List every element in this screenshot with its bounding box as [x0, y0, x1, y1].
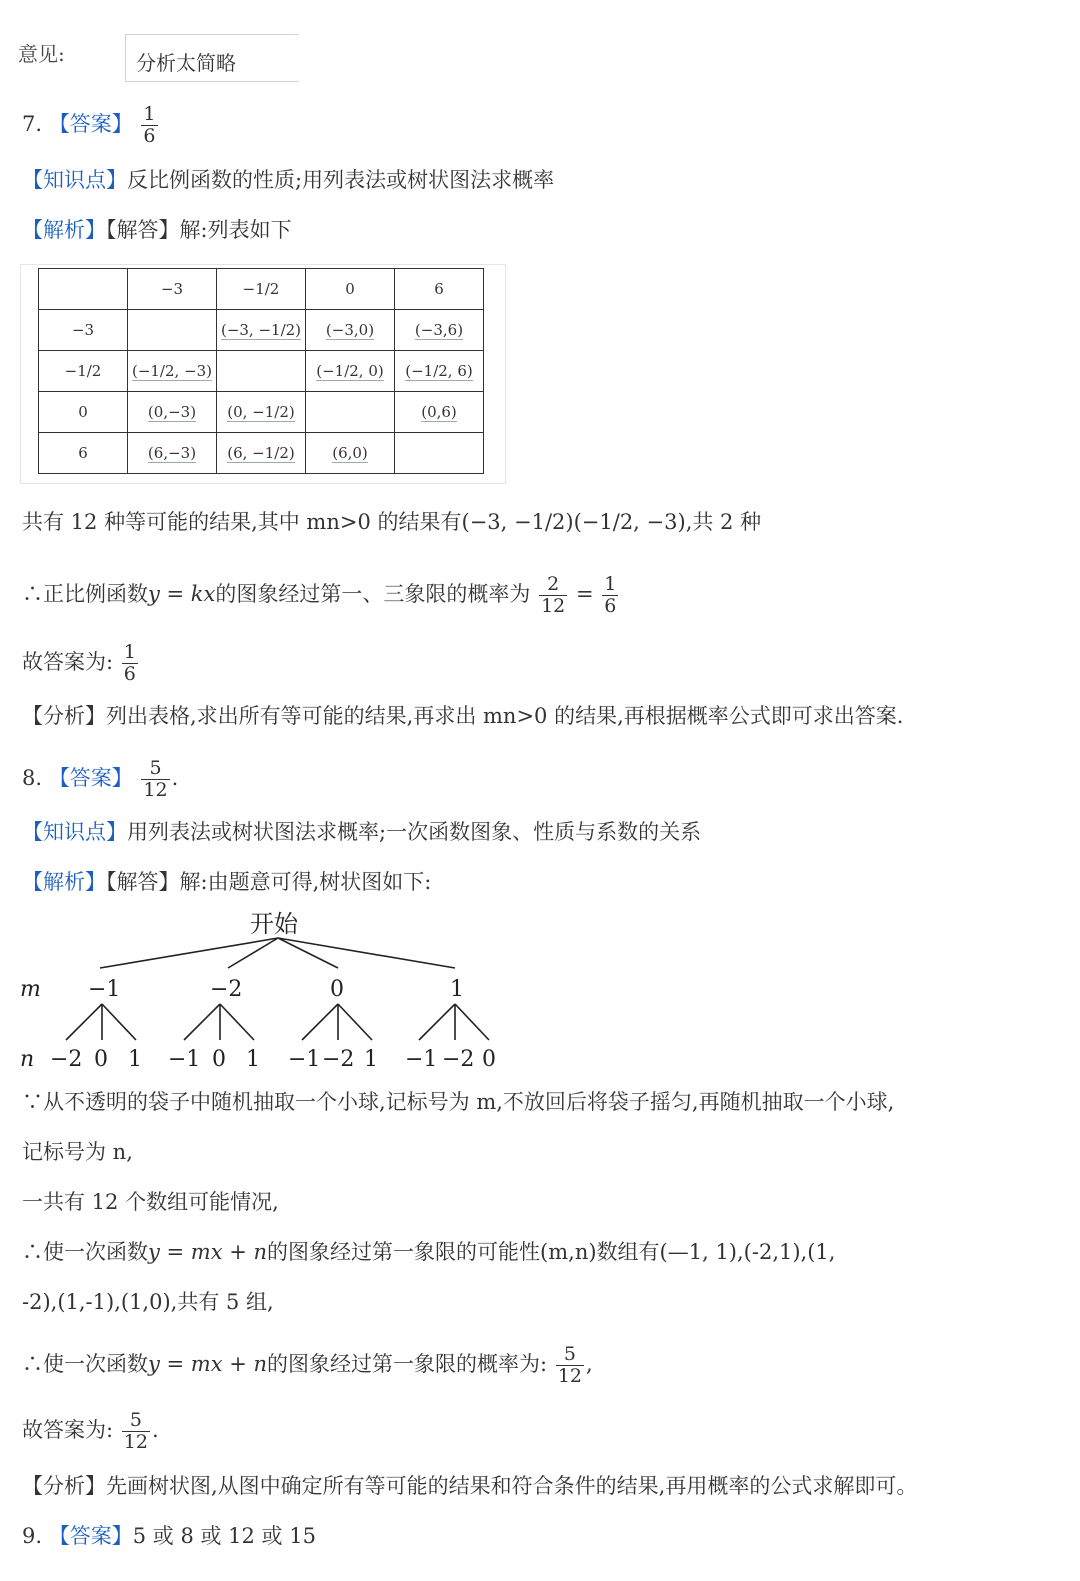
q8-answer-tag: 【答案】 [48, 766, 133, 790]
tree-n-value: 1 [364, 1047, 378, 1072]
q7-result-post: ,共 2 种 [685, 510, 762, 534]
tree-n-value: −2 [322, 1047, 355, 1072]
q8-p5: -2),(1,-1),(1,0),共有 5 组, [22, 1290, 274, 1314]
tree-n-value: 0 [212, 1047, 226, 1072]
q8-solution-heading [22, 868, 431, 896]
q7-analysis [22, 702, 903, 730]
q7-prob-fraction-2: $\frac{1}{6}$ [604, 573, 617, 617]
q8-kp-tag: 【知识点】 [22, 820, 127, 844]
q7-jd-tag: 【解答】 [106, 218, 180, 242]
q8-fx-tag: 【分析】 [22, 1474, 106, 1498]
table-row [39, 310, 484, 351]
q9-answer-text: 5 或 8 或 12 或 15 [132, 1524, 316, 1548]
tree-m-value: −2 [210, 977, 243, 1002]
q8-p6-formula: y = mx + n [148, 1352, 268, 1376]
tree-n-value: −1 [405, 1047, 438, 1072]
q8-p4-formula: y = mx + n [148, 1240, 268, 1264]
q7-answer-fraction: $\frac{1}{6}$ [143, 103, 156, 147]
table-cell: (−1/2, 6) [395, 351, 484, 392]
q7-prob-formula: y = kx [148, 582, 216, 606]
table-cell [395, 433, 484, 474]
q7-outcome-table [38, 268, 484, 474]
q7-jx-tag: 【解析】 [22, 218, 106, 242]
tree-m-value: 0 [330, 977, 344, 1002]
q7-prob-fraction-1: $\frac{2}{12}$ [541, 573, 566, 617]
q7-final-answer [22, 642, 140, 685]
opinion-label: 意见: [18, 42, 65, 66]
table-cell: (−3,6) [395, 310, 484, 351]
table-cell: 6 [39, 433, 128, 474]
tree-n-value: 1 [128, 1047, 142, 1072]
q9-answer-line [22, 1522, 316, 1550]
q9-answer-tag: 【答案】 [48, 1524, 133, 1548]
q7-final-fraction: $\frac{1}{6}$ [123, 641, 136, 685]
table-cell: (0, −1/2) [217, 392, 306, 433]
q7-result-line [22, 508, 761, 536]
opinion-input[interactable]: 分析太简略 [125, 34, 299, 82]
q7-fx-text: 列出表格,求出所有等可能的结果,再求出 mn>0 的结果,再根据概率公式即可求出答案. [106, 704, 904, 728]
q8-answer-line: 8. 【答案】 $\frac{5}{12}$ . [22, 757, 179, 801]
q8-p2: 记标号为 n, [22, 1140, 133, 1164]
q7-final-text: 故答案为: [22, 650, 114, 674]
table-cell: (0,6) [395, 392, 484, 433]
table-row [39, 392, 484, 433]
table-row [39, 433, 484, 474]
table-cell: (6,−3) [128, 433, 217, 474]
q7-prob-equals: = [575, 582, 594, 606]
tree-root: 开始 [250, 910, 298, 938]
table-cell: 0 [39, 392, 128, 433]
q8-p6-pre: ∴使一次函数 [22, 1352, 148, 1376]
table-cell: (0,−3) [128, 392, 217, 433]
table-row [39, 351, 484, 392]
table-cell: (−1/2, −3) [128, 351, 217, 392]
table-cell [217, 351, 306, 392]
tree-m-label: m [20, 977, 41, 1002]
q8-p6: ∴使一次函数y = mx + n的图象经过第一象限的概率为: $\frac{5}{12}$ , [22, 1343, 593, 1387]
q8-p3: 一共有 12 个数组可能情况, [22, 1190, 279, 1214]
table-cell [39, 269, 128, 310]
q7-result-pair2: (−1/2, −3) [573, 510, 686, 534]
table-cell: −1/2 [39, 351, 128, 392]
q8-analysis [22, 1472, 917, 1500]
tree-n-value: −2 [50, 1047, 83, 1072]
q7-prob-pre: ∴正比例函数 [22, 582, 148, 606]
q7-kp-tag: 【知识点】 [22, 168, 127, 192]
table-cell: (−3,0) [306, 310, 395, 351]
q8-jd-text: 解:由题意可得,树状图如下: [179, 870, 432, 894]
table-cell [128, 310, 217, 351]
tree-n-value: 0 [94, 1047, 108, 1072]
q8-number: 8. [22, 766, 43, 790]
tree-n-value: −1 [168, 1047, 201, 1072]
q8-jx-tag: 【解析】 [22, 870, 106, 894]
q8-kp-text: 用列表法或树状图法求概率;一次函数图象、性质与系数的关系 [127, 820, 702, 844]
q8-answer-fraction: $\frac{5}{12}$ [143, 757, 168, 801]
tree-n-value: −2 [442, 1047, 475, 1072]
table-cell: −3 [128, 269, 217, 310]
q7-answer-tag: 【答案】 [48, 112, 133, 136]
tree-n-value: −1 [288, 1047, 321, 1072]
q8-p4 [22, 1238, 835, 1266]
q7-answer-line [22, 104, 160, 147]
q8-final-text: 故答案为: [22, 1418, 114, 1442]
table-cell: 0 [306, 269, 395, 310]
tree-m-value: 1 [450, 977, 464, 1002]
q8-p4-pre: ∴使一次函数 [22, 1240, 148, 1264]
table-cell: (−1/2, 0) [306, 351, 395, 392]
tree-n-value: 1 [246, 1047, 260, 1072]
tree-m-value: −1 [88, 977, 121, 1002]
q7-solution-heading [22, 216, 292, 244]
table-cell: 6 [395, 269, 484, 310]
q8-p6-fraction: $\frac{5}{12}$ [557, 1343, 582, 1387]
q7-knowledge-point [22, 166, 554, 194]
q7-result-pre: 共有 12 种等可能的结果,其中 mn>0 的结果有 [22, 510, 462, 534]
tree-n-label: n [20, 1047, 35, 1072]
q7-number: 7. [22, 112, 43, 136]
q8-jd-tag: 【解答】 [106, 870, 180, 894]
table-cell: (6,0) [306, 433, 395, 474]
q8-final-answer: 故答案为: $\frac{5}{12}$ . [22, 1409, 159, 1453]
table-cell: (−3, −1/2) [217, 310, 306, 351]
q8-final-fraction: $\frac{5}{12}$ [123, 1409, 148, 1453]
q7-jd-text: 解:列表如下 [179, 218, 292, 242]
q8-fx-text: 先画树状图,从图中确定所有等可能的结果和符合条件的结果,再用概率的公式求解即可。 [106, 1474, 918, 1498]
q7-prob-mid: 的图象经过第一、三象限的概率为 [215, 582, 531, 606]
table-header-row [39, 269, 484, 310]
q8-p1: ∵从不透明的袋子中随机抽取一个小球,记标号为 m,不放回后将袋子摇匀,再随机抽取一个小球, [22, 1090, 895, 1114]
table-cell: (6, −1/2) [217, 433, 306, 474]
table-cell [306, 392, 395, 433]
q8-p6-post: 的图象经过第一象限的概率为: [267, 1352, 548, 1376]
q8-knowledge-point [22, 818, 701, 846]
tree-n-value: 0 [482, 1047, 496, 1072]
q8-p4-post: 的图象经过第一象限的可能性(m,n)数组有(—1, 1),(-2,1),(1, [267, 1240, 836, 1264]
q7-kp-text: 反比例函数的性质;用列表法或树状图法求概率 [127, 168, 555, 192]
q7-fx-tag: 【分析】 [22, 704, 106, 728]
table-cell: −3 [39, 310, 128, 351]
q8-tree-diagram [0, 900, 520, 1080]
q7-probability-line [22, 574, 620, 617]
table-cell: −1/2 [217, 269, 306, 310]
q7-result-pair1: (−3, −1/2) [461, 510, 574, 534]
q9-number: 9. [22, 1524, 43, 1548]
